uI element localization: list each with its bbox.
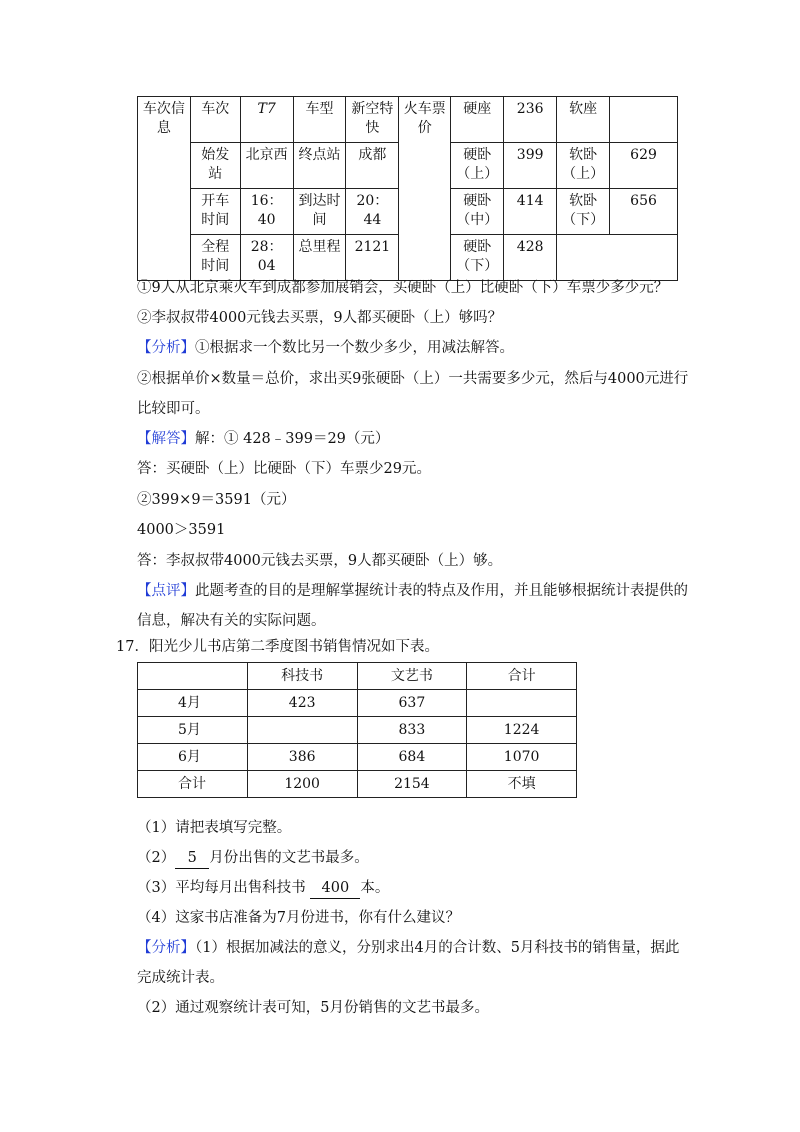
table-cell: 软座: [557, 97, 610, 143]
table-cell: 硬座: [451, 97, 504, 143]
header-cell: 文艺书: [357, 663, 467, 690]
row-label: 4月: [138, 690, 248, 717]
row-label: 5月: [138, 717, 248, 744]
table-cell: 423: [247, 690, 357, 717]
table-cell: 开车时间: [190, 189, 240, 235]
table-cell: 终点站: [293, 143, 346, 189]
table-cell: 236: [504, 97, 557, 143]
row-label: 6月: [138, 744, 248, 771]
table-cell: 成都: [346, 143, 399, 189]
q16-answer2-reply: 答：李叔叔带4000元钱去买票，9人都买硬卧（上）够。: [137, 553, 503, 569]
table-cell: 1070: [467, 744, 577, 771]
q17-analysis-1b: 完成统计表。: [137, 970, 224, 986]
part-text: 月份出售的文艺书最多。: [209, 850, 369, 866]
table-cell: 不填: [467, 771, 577, 798]
q16-answer2: ②399×9＝3591（元）: [137, 492, 296, 508]
table-cell: 1224: [467, 717, 577, 744]
table-cell: 车型: [293, 97, 346, 143]
analysis-text: （1）根据加减法的意义，分别求出4月的合计数、5月科技书的销售量，据此: [195, 940, 680, 956]
analysis-text: ①根据求一个数比另一个数少多少，用减法解答。: [195, 340, 514, 356]
comment-text: 此题考查的目的是理解掌握统计表的特点及作用，并且能够根据统计表提供的: [195, 583, 688, 599]
part-text: （3）平均每月出售科技书: [137, 880, 306, 896]
table-row: [138, 690, 577, 717]
table-row: [138, 97, 678, 143]
part-text: 本。: [360, 880, 390, 896]
table-cell: 629: [610, 143, 678, 189]
table-cell: 2154: [357, 771, 467, 798]
book-sales-table: [137, 662, 577, 798]
question-title: 阳光少儿书店第二季度图书销售情况如下表。: [148, 639, 439, 655]
answer-text: 解：① 428﹣399＝29（元）: [195, 431, 390, 447]
q16-answer: [137, 429, 389, 449]
table-cell: 833: [357, 717, 467, 744]
table-cell: 414: [504, 189, 557, 235]
table-cell: 总里程: [293, 235, 346, 281]
row-label: 合计: [138, 771, 248, 798]
table-cell: 硬卧（中）: [451, 189, 504, 235]
part-label: （2）: [137, 850, 176, 866]
analysis-tag: 【分析】: [137, 940, 195, 956]
analysis-tag: 【分析】: [137, 340, 195, 356]
table-cell: 软卧（下）: [557, 189, 610, 235]
answer-tag: 【解答】: [137, 431, 195, 447]
train-info-table: [137, 96, 678, 281]
q17-analysis-2: （2）通过观察统计表可知，5月份销售的文艺书最多。: [137, 1000, 489, 1016]
q16-answer1-reply: 答：买硬卧（上）比硬卧（下）车票少29元。: [137, 461, 431, 477]
q17-part4: （4）这家书店准备为7月份进书，你有什么建议？: [137, 910, 460, 926]
q16-analysis-2b: 比较即可。: [137, 401, 210, 417]
q17-part2: [137, 848, 369, 869]
table-cell: 428: [504, 235, 557, 281]
table-cell: 20：44: [346, 189, 399, 235]
table-header-row: [138, 663, 577, 690]
table-row: [138, 744, 577, 771]
table-cell: 到达时间: [293, 189, 346, 235]
table-cell: [467, 690, 577, 717]
q16-comment-b: 信息，解决有关的实际问题。: [137, 613, 326, 629]
q16-sub2: ②李叔叔带4000元钱去买票，9人都买硬卧（上）够吗？: [137, 310, 503, 326]
table-cell: 28：04: [240, 235, 293, 281]
q16-analysis-2a: ②根据单价×数量＝总价，求出买9张硬卧（上）一共需要多少元，然后与4000元进行: [137, 371, 689, 387]
table-row: [138, 717, 577, 744]
table-cell: T7: [240, 97, 293, 143]
q17-part1: （1）请把表填写完整。: [137, 820, 292, 836]
table-cell: 全程时间: [190, 235, 240, 281]
header-cell: [138, 663, 248, 690]
answer-blank: 5: [175, 848, 209, 869]
table-cell: 硬卧（上）: [451, 143, 504, 189]
q16-analysis: [137, 338, 514, 358]
table-cell: 硬卧（下）: [451, 235, 504, 281]
table-cell: [247, 717, 357, 744]
table-cell: 637: [357, 690, 467, 717]
table-cell: 车次信息: [138, 97, 191, 281]
table-cell: [610, 97, 678, 143]
header-cell: 科技书: [247, 663, 357, 690]
table-cell: 399: [504, 143, 557, 189]
table-cell: 656: [610, 189, 678, 235]
question-number: 17．: [116, 639, 149, 655]
q16-sub1: ①9人从北京乘火车到成都参加展销会，买硬卧（上）比硬卧（下）车票少多少元？: [137, 280, 669, 296]
answer-blank: 400: [310, 878, 360, 899]
table-cell: 684: [357, 744, 467, 771]
table-cell: 始发站: [190, 143, 240, 189]
table-cell: 2121: [346, 235, 399, 281]
q16-comment: [137, 581, 688, 601]
table-cell: 16：40: [240, 189, 293, 235]
q16-answer2-compare: 4000＞3591: [137, 522, 226, 538]
q17-title: [116, 637, 439, 657]
comment-tag: 【点评】: [137, 583, 195, 599]
table-cell: 北京西: [240, 143, 293, 189]
table-cell: 车次: [190, 97, 240, 143]
table-cell: 软卧（上）: [557, 143, 610, 189]
table-cell: 1200: [247, 771, 357, 798]
table-cell: [557, 235, 678, 281]
table-row: [138, 771, 577, 798]
table-cell: 新空特快: [346, 97, 399, 143]
header-cell: 合计: [467, 663, 577, 690]
table-cell: 火车票价: [399, 97, 451, 281]
q17-part3: [137, 878, 389, 899]
table-cell: 386: [247, 744, 357, 771]
q17-analysis: [137, 938, 679, 958]
